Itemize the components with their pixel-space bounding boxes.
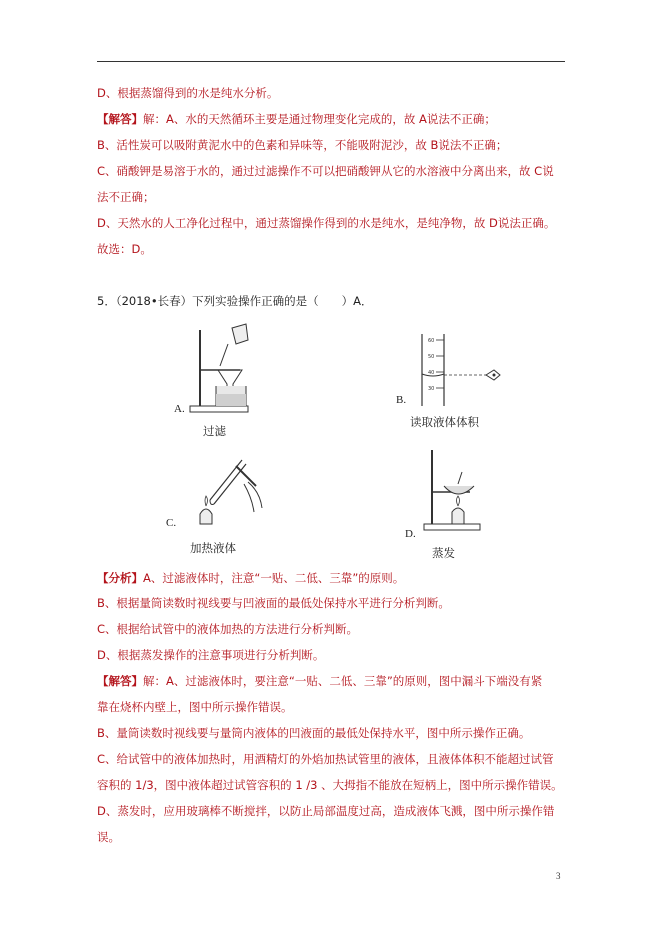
text-line [97, 570, 404, 586]
option-b-letter: B. [396, 394, 407, 406]
text-line: D、天然水的人工净化过程中，通过蒸馏操作得到的水是纯水，是纯净物，故 D说法正确。 [97, 216, 556, 230]
page-number: 3 [556, 871, 561, 881]
evaporation-apparatus-image [422, 446, 484, 532]
analysis-tag: 【分析】 [97, 571, 143, 585]
option-b-caption: 读取液体体积 [410, 415, 479, 429]
scale-label: 30 [428, 386, 435, 392]
scale-label: 40 [428, 370, 435, 376]
text-span: A、过滤液体时，注意“一贴、二低、三靠”的原则。 [143, 571, 405, 585]
option-c-letter: C. [166, 517, 177, 529]
scale-label: 60 [428, 338, 435, 344]
text-line: D、根据蒸馏得到的水是纯水分析。 [97, 86, 279, 100]
text-line: 误。 [97, 830, 120, 844]
heating-test-tube-image [192, 452, 264, 526]
option-d-caption: 蒸发 [432, 546, 455, 560]
question-text: 5．（2018•长春）下列实验操作正确的是（ ）A． [97, 294, 373, 308]
graduated-cylinder-image [418, 332, 506, 406]
option-a-letter: A. [174, 403, 185, 415]
text-line: C、根据给试管中的液体加热的方法进行分析判断。 [97, 622, 359, 636]
text-line: D、根据蒸发操作的注意事项进行分析判断。 [97, 648, 325, 662]
text-line [97, 673, 542, 689]
text-span: 解：A、过滤液体时，要注意“一贴、二低、三靠”的原则，图中漏斗下端没有紧 [143, 674, 543, 688]
text-line: C、硝酸钾是易溶于水的，通过过滤操作不可以把硝酸钾从它的水溶液中分离出来，故 C说 [97, 164, 554, 178]
text-line: 故选：D。 [97, 242, 152, 256]
text-line: 靠在烧杯内壁上，图中所示操作错误。 [97, 700, 293, 714]
text-line: D、蒸发时，应用玻璃棒不断搅拌，以防止局部温度过高，造成液体飞溅，图中所示操作错 [97, 804, 555, 818]
text-line: B、量筒读数时视线要与量筒内液体的凹液面的最低处保持水平，图中所示操作正确。 [97, 726, 531, 740]
header-rule [97, 61, 565, 62]
answer-tag: 【解答】 [97, 112, 143, 126]
text-line: B、根据量筒读数时视线要与凹液面的最低处保持水平进行分析判断。 [97, 596, 450, 610]
option-a-caption: 过滤 [203, 424, 226, 438]
text-line: B、活性炭可以吸附黄泥水中的色素和异味等，不能吸附泥沙，故 B说法不正确； [97, 138, 508, 152]
text-span: 解：A、水的天然循环主要是通过物理变化完成的，故 A说法不正确； [143, 112, 496, 126]
scale-label: 50 [428, 354, 435, 360]
option-c-caption: 加热液体 [190, 541, 236, 555]
option-d-letter: D. [405, 528, 416, 540]
text-line: 法不正确； [97, 190, 155, 204]
text-line: C、给试管中的液体加热时，用酒精灯的外焰加热试管里的液体，且液体体积不能超过试管 [97, 752, 554, 766]
text-line: 容积的 1/3，图中液体超过试管容积的 1 /3 、大拇指不能放在短柄上，图中所示操作错误。 [97, 778, 563, 792]
filtration-apparatus-image [188, 322, 268, 416]
text-line [97, 111, 496, 127]
answer-tag: 【解答】 [97, 674, 143, 688]
